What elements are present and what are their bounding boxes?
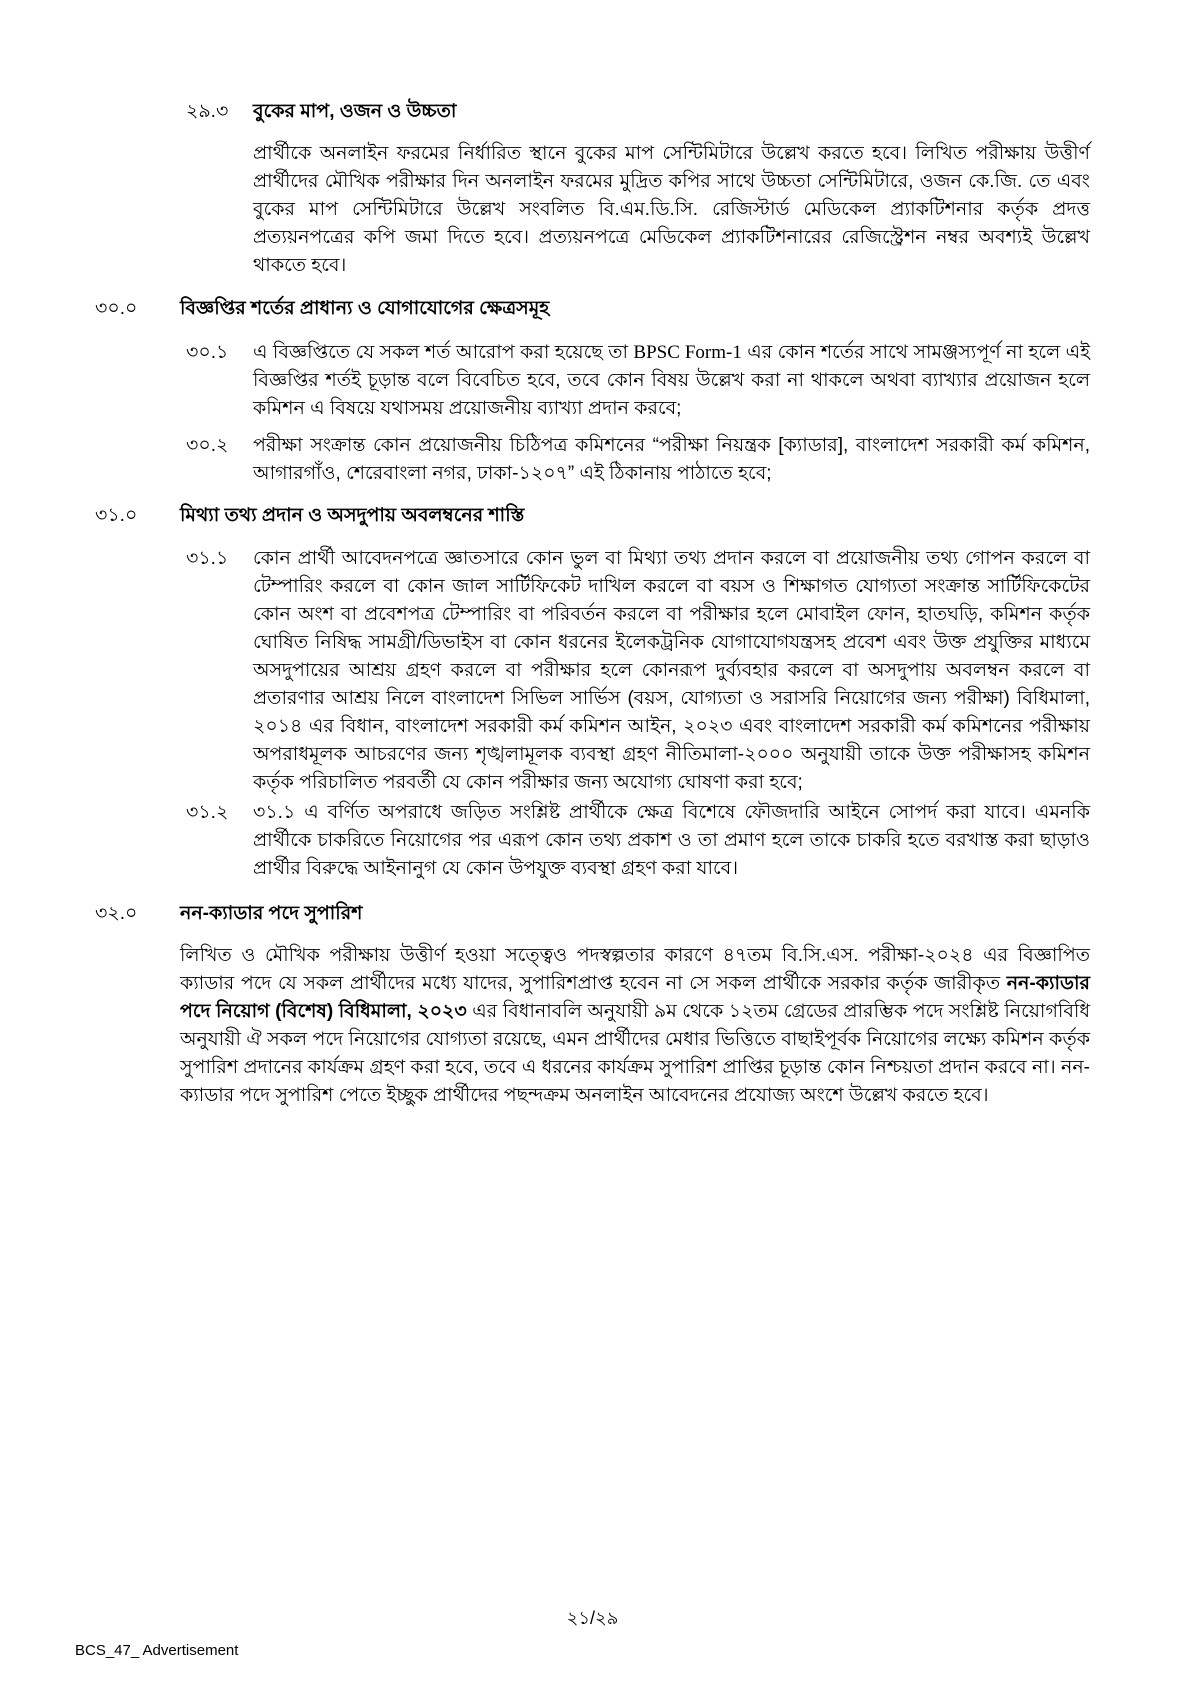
- paragraph-30-1: [253, 339, 1090, 423]
- page-number: ২১/২৯: [566, 1608, 619, 1628]
- section-title-29-3: বুকের মাপ, ওজন ও উচ্চতা: [253, 101, 457, 122]
- section-title-30-0: বিজ্ঞপ্তির শর্তের প্রাধান্য ও যোগাযোগের ক্ষেত্রসমূহ: [180, 298, 550, 319]
- paragraph-32-text: লিখিত ও মৌখিক পরীক্ষায় উত্তীর্ণ হওয়া সত্ত্বেও পদস্বল্পতার কারণে ৪৭তম বি.সি.এস. পরীক্ষা-২০২৪ এর বিজ্ঞাপিত ক্যাডার পদে যে সকল প্রার্থীদের মধ্যে যাদের, সুপারিশপ্রাপ্ত হবেন না সে সকল প্রার্থীকে সরকার কর্তৃক জারীকৃত: [180, 945, 1090, 994]
- paragraph-30-1-text: এ বিজ্ঞপ্তিতে যে সকল শর্ত আরোপ করা হয়েছে তা: [253, 342, 634, 363]
- clause-30-1: [186, 339, 1090, 423]
- clause-30-2: [186, 432, 1090, 488]
- section-title-31-0: মিথ্যা তথ্য প্রদান ও অসদুপায় অবলম্বনের শাস্তি: [180, 505, 525, 526]
- clause-32-body: [95, 942, 1090, 1110]
- clause-number-30-2: ৩০.২: [186, 435, 229, 456]
- section-29-3: [95, 98, 1090, 280]
- document-body: [95, 98, 1090, 1110]
- paragraph-29-3: প্রার্থীকে অনলাইন ফরমের নির্ধারিত স্থানে বুকের মাপ সেন্টিমিটারে উল্লেখ করতে হবে। লিখিত পরীক্ষায় উত্তীর্ণ প্রার্থীদের মৌখিক পরীক্ষার দিন অনলাইন ফরমের মুদ্রিত কপির সাথে উচ্চতা সেন্টিমিটারে, ওজন কে.জি. তে এবং বুকের মাপ সেন্টিমিটারে উল্লেখ সংবলিত বি.এম.ডি.সি. রেজিস্টার্ড মেডিকেল প্র্যাকটিশনার কর্তৃক প্রদত্ত প্রত্যয়নপত্রের কপি জমা দিতে হবে। প্রত্যয়নপত্রে মেডিকেল প্র্যাকটিশনারের রেজিস্ট্রেশন নম্বর অবশ্যই উল্লেখ থাকতে হবে।: [253, 143, 1090, 276]
- paragraph-30-1-latin-term: BPSC Form-1: [633, 342, 742, 363]
- paragraph-30-2: পরীক্ষা সংক্রান্ত কোন প্রয়োজনীয় চিঠিপত্র কমিশনের “পরীক্ষা নিয়ন্ত্রক [ক্যাডার], বাংলাদেশ সরকারী কর্ম কমিশন, আগারগাঁও, শেরেবাংলা নগর, ঢাকা-১২০৭” এই ঠিকানায় পাঠাতে হবে;: [253, 435, 1090, 484]
- clause-number-31-2: ৩১.২: [186, 802, 229, 823]
- clause-number-29-3: ২৯.৩: [186, 101, 229, 122]
- section-32: [95, 900, 1090, 1110]
- section-title-32-0: নন-ক্যাডার পদে সুপারিশ: [180, 903, 363, 924]
- clause-number-31-1: ৩১.১: [186, 548, 229, 569]
- paragraph-32-text-cont: এর বিধানাবলি অনুযায়ী ৯ম থেকে ১২তম গ্রেডের প্রারম্ভিক পদে সংশ্লিষ্ট নিয়োগবিধি অনুযায়ী ঐ সকল পদে নিয়োগের যোগ্যতা রয়েছে, এমন প্রার্থীদের মেধার ভিত্তিতে বাছাইপূর্বক নিয়োগের লক্ষ্যে কমিশন কর্তৃক সুপারিশ প্রদানের কার্যক্রম গ্রহণ করা হবে, তবে এ ধরনের কার্যক্রম সুপারিশ প্রাপ্তির চূড়ান্ত কোন নিশ্চয়তা প্রদান করবে না। নন-ক্যাডার পদে সুপারিশ পেতে ইচ্ছুক প্রার্থীদের পছন্দক্রম অনলাইন আবেদনের প্রযোজ্য অংশে উল্লেখ করতে হবে।: [180, 1001, 1090, 1106]
- clause-number-32-0: ৩২.০: [95, 903, 138, 924]
- paragraph-31-1: কোন প্রার্থী আবেদনপত্রে জ্ঞাতসারে কোন ভুল বা মিথ্যা তথ্য প্রদান করলে বা প্রয়োজনীয় তথ্য গোপন করলে বা টেম্পারিং করলে বা কোন জাল সার্টিফিকেট দাখিল করলে বা বয়স ও শিক্ষাগত যোগ্যতা সংক্রান্ত সার্টিফিকেটের কোন অংশ বা প্রবেশপত্র টেম্পারিং বা পরিবর্তন করলে বা পরীক্ষার হলে মোবাইল ফোন, হাতঘড়ি, কমিশন কর্তৃক ঘোষিত নিষিদ্ধ সামগ্রী/ডিভাইস বা কোন ধরনের ইলেকট্রনিক যোগাযোগযন্ত্রসহ প্রবেশ এবং উক্ত প্রযুক্তির মাধ্যমে অসদুপায়ের আশ্রয় গ্রহণ করলে বা পরীক্ষার হলে কোনরূপ দুর্ব্যবহার করলে বা অসদুপায় অবলম্বন করলে বা প্রতারণার আশ্রয় নিলে বাংলাদেশ সিভিল সার্ভিস (বয়স, যোগ্যতা ও সরাসরি নিয়োগের জন্য পরীক্ষা) বিধিমালা, ২০১৪ এর বিধান, বাংলাদেশ সরকারী কর্ম কমিশন আইন, ২০২৩ এবং বাংলাদেশ সরকারী কর্ম কমিশনের পরীক্ষায় অপরাধমূলক আচরণের জন্য শৃঙ্খলামূলক ব্যবস্থা গ্রহণ নীতিমালা-২০০০ অনুযায়ী তাকে উক্ত পরীক্ষাসহ কমিশন কর্তৃক পরিচালিত পরবর্তী যে কোন পরীক্ষার জন্য অযোগ্য ঘোষণা করা হবে;: [253, 548, 1090, 793]
- paragraph-31-2: ৩১.১ এ বর্ণিত অপরাধে জড়িত সংশ্লিষ্ট প্রার্থীকে ক্ষেত্র বিশেষে ফৌজদারি আইনে সোপর্দ করা যাবে। এমনকি প্রার্থীকে চাকরিতে নিয়োগের পর এরূপ কোন তথ্য প্রকাশ ও তা প্রমাণ হলে তাকে চাকরি হতে বরখাস্ত করা ছাড়াও প্রার্থীর বিরুদ্ধে আইনানুগ যে কোন উপযুক্ত ব্যবস্থা গ্রহণ করা যাবে।: [253, 802, 1090, 879]
- section-31: [95, 502, 1090, 883]
- clause-31-2: [186, 799, 1090, 883]
- paragraph-32: [180, 942, 1090, 1110]
- paragraph-30-1-text-cont: এর কোন শর্তের সাথে সামঞ্জস্যপূর্ণ না হলে এই বিজ্ঞপ্তির শর্তই চূড়ান্ত বলে বিবেচিত হবে, তবে কোন বিষয় উল্লেখ করা না থাকলে অথবা ব্যাখ্যার প্রয়োজন হলে কমিশন এ বিষয়ে যথাসময় প্রয়োজনীয় ব্যাখ্যা প্রদান করবে;: [253, 342, 1091, 419]
- document-footer-label: BCS_47_ Advertisement: [75, 1642, 239, 1659]
- clause-31-1: [186, 545, 1090, 797]
- paragraph-32-bold-term: নন-ক্যাডার পদে নিয়োগ (বিশেষ) বিধিমালা, ২০২৩: [180, 973, 1090, 1022]
- section-30: [95, 295, 1090, 488]
- clause-number-30-1: ৩০.১: [186, 342, 229, 363]
- clause-number-30-0: ৩০.০: [95, 298, 138, 319]
- clause-number-31-0: ৩১.০: [95, 505, 138, 526]
